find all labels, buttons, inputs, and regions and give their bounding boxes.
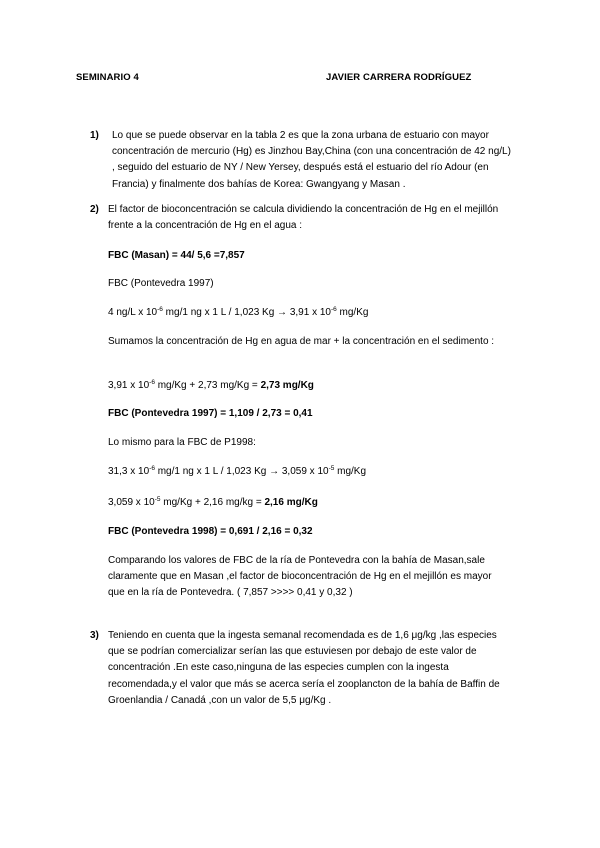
calc-1-exponent-a: -6 [157, 306, 163, 313]
fbc-masan: FBC (Masan) = 44/ 5,6 =7,857 [108, 250, 245, 261]
calc-2-part-a: 3,91 x 10 [108, 380, 150, 391]
fbc-pontevedra-1997: FBC (Pontevedra 1997) = 1,109 / 2,73 = 0,41 [108, 408, 313, 419]
question-2-number: 2) [90, 204, 99, 215]
calc-4-exponent-a: -5 [154, 496, 161, 503]
calc-3-exponent-b: -5 [328, 465, 335, 472]
calc-2-exponent-a: -6 [149, 379, 155, 386]
fbc-pontevedra-1998: FBC (Pontevedra 1998) = 0,691 / 2,16 = 0,32 [108, 526, 313, 537]
calculation-2 [108, 378, 508, 394]
calc-4-result: 2,16 mg/Kg [264, 497, 318, 508]
calculation-1 [108, 305, 508, 321]
conclusion-paragraph: Comparando los valores de FBC de la ría de Pontevedra con la bahía de Masan,sale claramente que en Masan ,el factor de bioconcentración de Hg en el mejillón es mayor que en la ría de Pontevedra. ( 7,857 >>>> 0,41 y 0,32 ) [108, 555, 492, 599]
calc-4-part-b: mg/Kg + 2,16 mg/kg = [160, 497, 265, 508]
calc-3-part-a: 31,3 x 10 [108, 466, 150, 477]
question-1-text: Lo que se puede observar en la tabla 2 es que la zona urbana de estuario con mayor concentración de mercurio (Hg) es Jinzhou Bay,China (con una concentración de 42 ng/L) , seguido del estuario de NY / New Yersey, después está el estuario del río Adour (en Francia) y finalmente dos bahías de Korea: Gwangyang y Masan . [112, 130, 511, 190]
calc-4-part-a: 3,059 x 10 [108, 497, 155, 508]
fbc-pontevedra-label: FBC (Pontevedra 1997) [108, 278, 214, 289]
question-2-intro: El factor de bioconcentración se calcula dividiendo la concentración de Hg en el mejillón frente a la concentración de Hg en el agua : [108, 204, 499, 232]
calc-1-part-c: mg/Kg [336, 307, 369, 318]
question-3-number: 3) [90, 630, 99, 641]
calc-3-part-b: mg/1 ng x 1 L / 1,023 Kg → 3,059 x 10 [154, 466, 329, 477]
calc-2-part-b: mg/Kg + 2,73 mg/Kg = [154, 380, 261, 391]
question-3-text: Teniendo en cuenta que la ingesta semanal recomendada es de 1,6 μg/kg ,las especies que se podrían comercializar serían las que estuviesen por debajo de este valor de concentración .En este caso,ninguna de las especies cumplen con la ingesta recomendada,y el valor que más se acerca sería el zooplancton de la bahía de Baffin de Groenlandia / Canadá ,con un valor de 5,5 μg/Kg . [108, 630, 500, 706]
seminar-title: SEMINARIO 4 [76, 72, 139, 83]
calc-2-result: 2,73 mg/Kg [260, 380, 314, 391]
calc-1-exponent-b: -6 [330, 306, 337, 313]
author-name: JAVIER CARRERA RODRÍGUEZ [326, 72, 472, 83]
calc-3-exponent-a: -6 [149, 465, 155, 472]
same-for-1998: Lo mismo para la FBC de P1998: [108, 437, 256, 448]
calc-3-part-c: mg/Kg [334, 466, 367, 477]
calc-1-part-a: 4 ng/L x 10 [108, 307, 158, 318]
calculation-4 [108, 495, 508, 511]
sum-explanation: Sumamos la concentración de Hg en agua de mar + la concentración en el sedimento : [108, 336, 495, 347]
calc-1-part-b: mg/1 ng x 1 L / 1,023 Kg → 3,91 x 10 [162, 307, 331, 318]
question-1-number: 1) [90, 130, 99, 141]
calculation-3 [108, 464, 508, 480]
